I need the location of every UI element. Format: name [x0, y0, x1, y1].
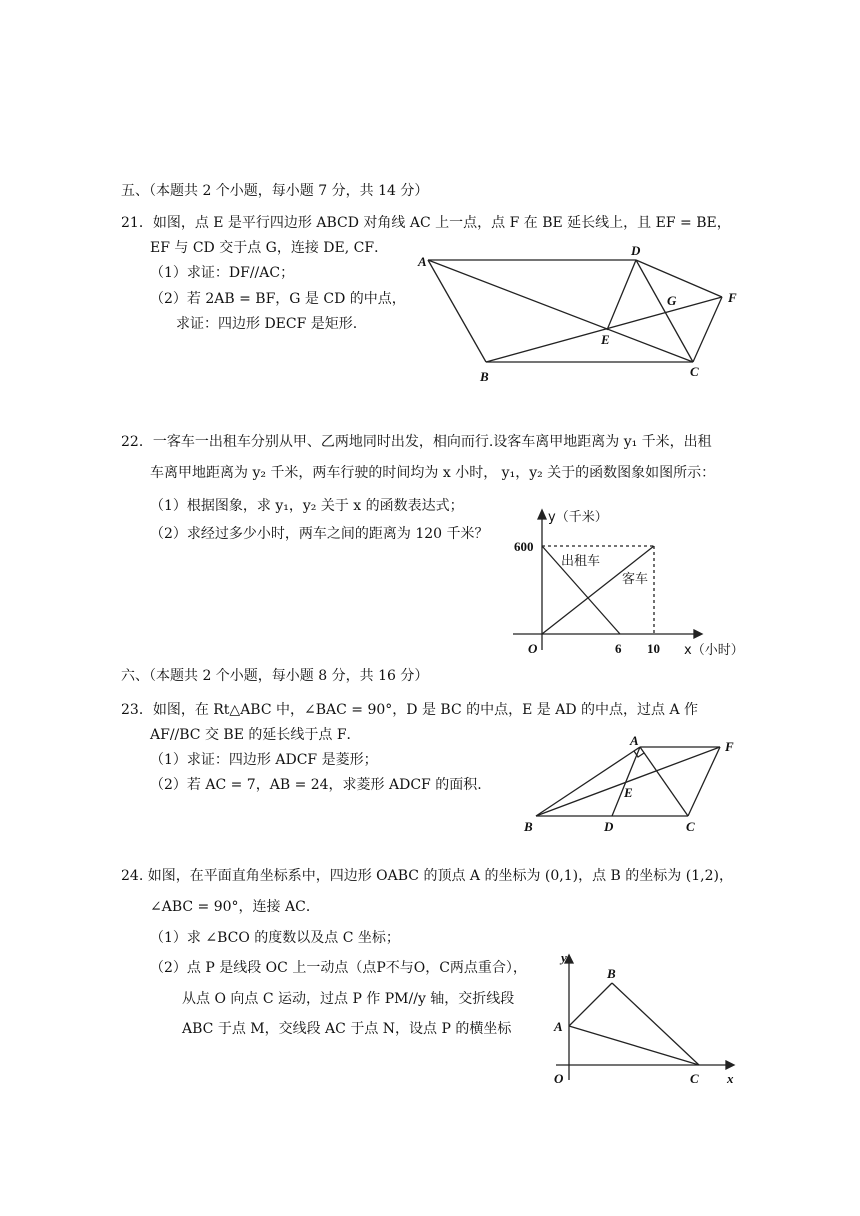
q22-part1: （1）根据图象，求 y₁，y₂ 关于 x 的函数表达式；	[150, 498, 464, 514]
q23-label-C: C	[686, 819, 695, 834]
q24-part2a: （2）点 P 是线段 OC 上一动点（点P不与O，C两点重合），	[150, 960, 527, 976]
q21-label-A: A	[418, 254, 427, 269]
q22-origin-label: O	[528, 641, 538, 656]
q21-label-E: E	[601, 332, 610, 347]
q21-part2a: （2）若 2AB = BF，G 是 CD 的中点，	[150, 291, 406, 307]
q21-part2b: 求证：四边形 DECF 是矩形.	[176, 316, 358, 332]
q21-part1: （1）求证：DF//AC；	[150, 265, 295, 281]
q24-line2: ∠ABC = 90°，连接 AC．	[150, 899, 320, 915]
q23-label-E: E	[624, 785, 633, 800]
q24-x-arrow	[726, 1061, 734, 1069]
q22-x-tick-10: 10	[647, 641, 660, 656]
q22-bus-label: 客车	[622, 572, 649, 587]
q22-y-tick-600: 600	[514, 539, 534, 554]
q21-line1: 21．如图，点 E 是平行四边形 ABCD 对角线 AC 上一点，点 F 在 BE 延长线上，且 EF = BE，	[121, 215, 731, 231]
q21-label-G: G	[667, 293, 677, 308]
q23-part2: （2）若 AC = 7，AB = 24，求菱形 ADCF 的面积.	[150, 777, 482, 793]
q23-line1: 23．如图，在 Rt△ABC 中，∠BAC = 90°，D 是 BC 的中点，E 是 AD 的中点，过点 A 作	[121, 702, 699, 718]
q22-line1: 22．一客车一出租车分别从甲、乙两地同时出发，相向而行.设客车离甲地距离为 y₁ 千米，出租	[121, 434, 712, 450]
q24-label-O: O	[554, 1071, 564, 1086]
q22-x-label: x（小时）	[684, 643, 744, 658]
q23-label-A: A	[630, 733, 639, 748]
q23-line2: AF//BC 交 BE 的延长线于点 F．	[150, 727, 361, 743]
q24-label-C: C	[690, 1071, 699, 1086]
q23-label-D: D	[604, 819, 614, 834]
q22-part2: （2）求经过多少小时，两车之间的距离为 120 千米？	[150, 526, 489, 542]
q23-label-B: B	[524, 819, 533, 834]
q22-y-label: y（千米）	[548, 510, 608, 525]
q21-line2: EF 与 CD 交于点 G，连接 DE, CF．	[150, 240, 389, 256]
q23-label-F: F	[725, 739, 734, 754]
q22-taxi-label: 出租车	[561, 554, 601, 569]
q24-label-y: y	[561, 950, 567, 965]
q21-label-C: C	[690, 364, 699, 379]
q24-label-B: B	[607, 966, 616, 981]
section-6-header: 六、（本题共 2 个小题，每小题 8 分，共 16 分）	[121, 668, 429, 684]
q24-part1: （1）求 ∠BCO 的度数以及点 C 坐标；	[150, 930, 400, 946]
q23-part1: （1）求证：四边形 ADCF 是菱形；	[150, 752, 378, 768]
q24-label-x: x	[727, 1071, 734, 1086]
q21-label-F: F	[728, 290, 737, 305]
q21-label-D: D	[631, 243, 641, 258]
q24-part2b: 从点 O 向点 C 运动，过点 P 作 PM//y 轴，交折线段	[182, 991, 515, 1007]
q21-label-B: B	[480, 369, 489, 384]
q24-part2c: ABC 于点 M，交线段 AC 于点 N，设点 P 的横坐标	[182, 1021, 512, 1037]
q22-x-tick-6: 6	[615, 641, 622, 656]
section-5-header: 五、（本题共 2 个小题，每小题 7 分，共 14 分）	[121, 183, 429, 199]
q22-line2: 车离甲地距离为 y₂ 千米，两车行驶的时间均为 x 小时， y₁，y₂ 关于的函数图象如图所示：	[150, 465, 716, 481]
q24-line1: 24. 如图，在平面直角坐标系中，四边形 OABC 的顶点 A 的坐标为 (0,1)，点 B 的坐标为 (1,2)，	[121, 868, 733, 884]
q24-label-A: A	[554, 1019, 563, 1034]
